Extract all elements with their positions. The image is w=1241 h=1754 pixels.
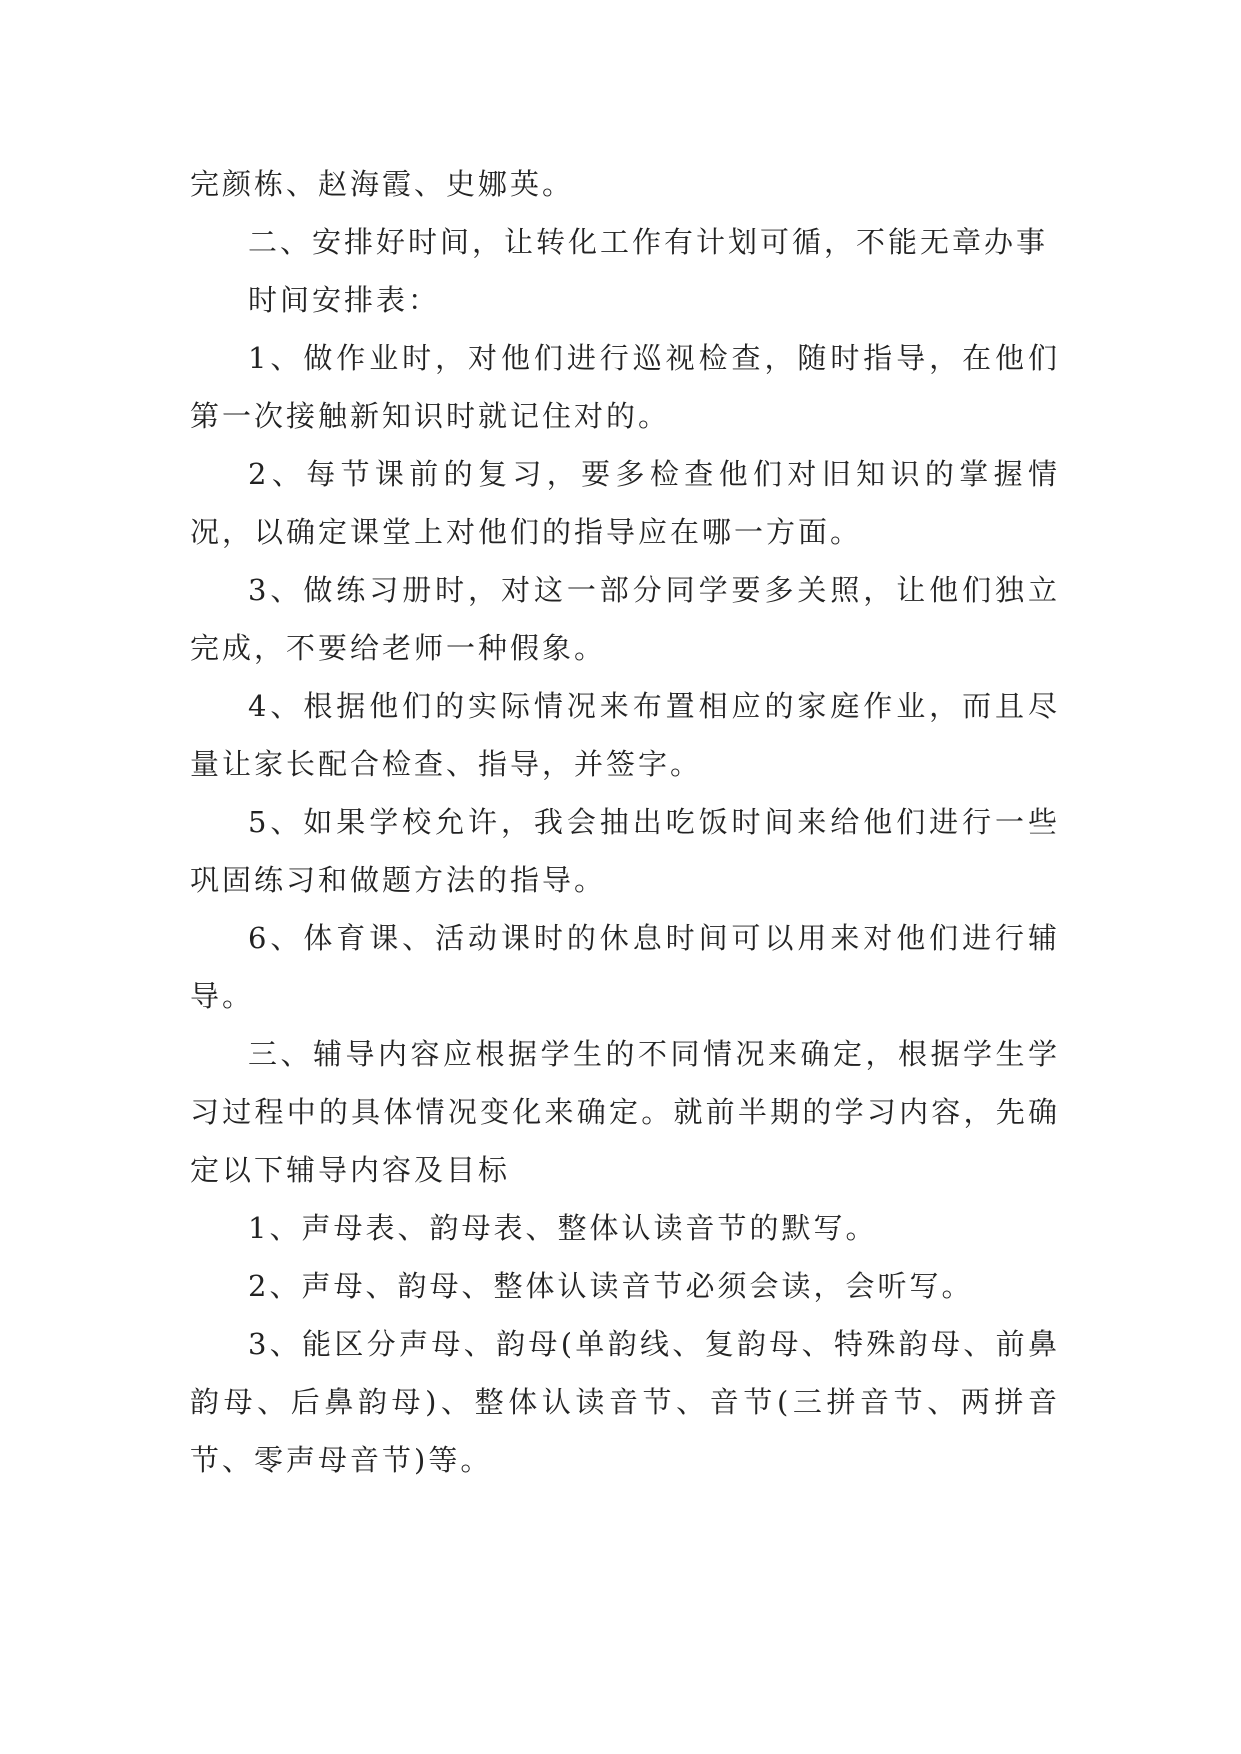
paragraph-content-item-3: 3、能区分声母、韵母(单韵线、复韵母、特殊韵母、前鼻韵母、后鼻韵母)、整体认读音节、音节(三拼音节、两拼音节、零声母音节)等。 bbox=[190, 1327, 1060, 1477]
paragraph-schedule-item-6: 6、体育课、活动课时的休息时间可以用来对他们进行辅导。 bbox=[190, 921, 1060, 1013]
paragraph-names-continued: 完颜栋、赵海霞、史娜英。 bbox=[190, 167, 575, 201]
paragraph-schedule-label: 时间安排表： bbox=[248, 283, 441, 317]
paragraph-content-item-1: 1、声母表、韵母表、整体认读音节的默写。 bbox=[248, 1211, 878, 1245]
document-body bbox=[190, 155, 1060, 1489]
paragraph-schedule-item-1: 1、做作业时，对他们进行巡视检查，随时指导，在他们第一次接触新知识时就记住对的。 bbox=[190, 341, 1060, 433]
paragraph-schedule-item-3: 3、做练习册时，对这一部分同学要多关照，让他们独立完成，不要给老师一种假象。 bbox=[190, 573, 1060, 665]
paragraph-schedule-item-2: 2、每节课前的复习，要多检查他们对旧知识的掌握情况，以确定课堂上对他们的指导应在哪一方面。 bbox=[190, 457, 1060, 549]
paragraph-schedule-item-4: 4、根据他们的实际情况来布置相应的家庭作业，而且尽量让家长配合检查、指导，并签字。 bbox=[190, 689, 1060, 781]
paragraph-content-item-2: 2、声母、韵母、整体认读音节必须会读，会听写。 bbox=[248, 1269, 974, 1303]
paragraph-section-two-heading: 二、安排好时间，让转化工作有计划可循，不能无章办事 bbox=[248, 225, 1049, 259]
paragraph-schedule-item-5: 5、如果学校允许，我会抽出吃饭时间来给他们进行一些巩固练习和做题方法的指导。 bbox=[190, 805, 1060, 897]
paragraph-section-three-heading: 三、辅导内容应根据学生的不同情况来确定，根据学生学习过程中的具体情况变化来确定。就前半期的学习内容，先确定以下辅导内容及目标 bbox=[190, 1037, 1060, 1187]
